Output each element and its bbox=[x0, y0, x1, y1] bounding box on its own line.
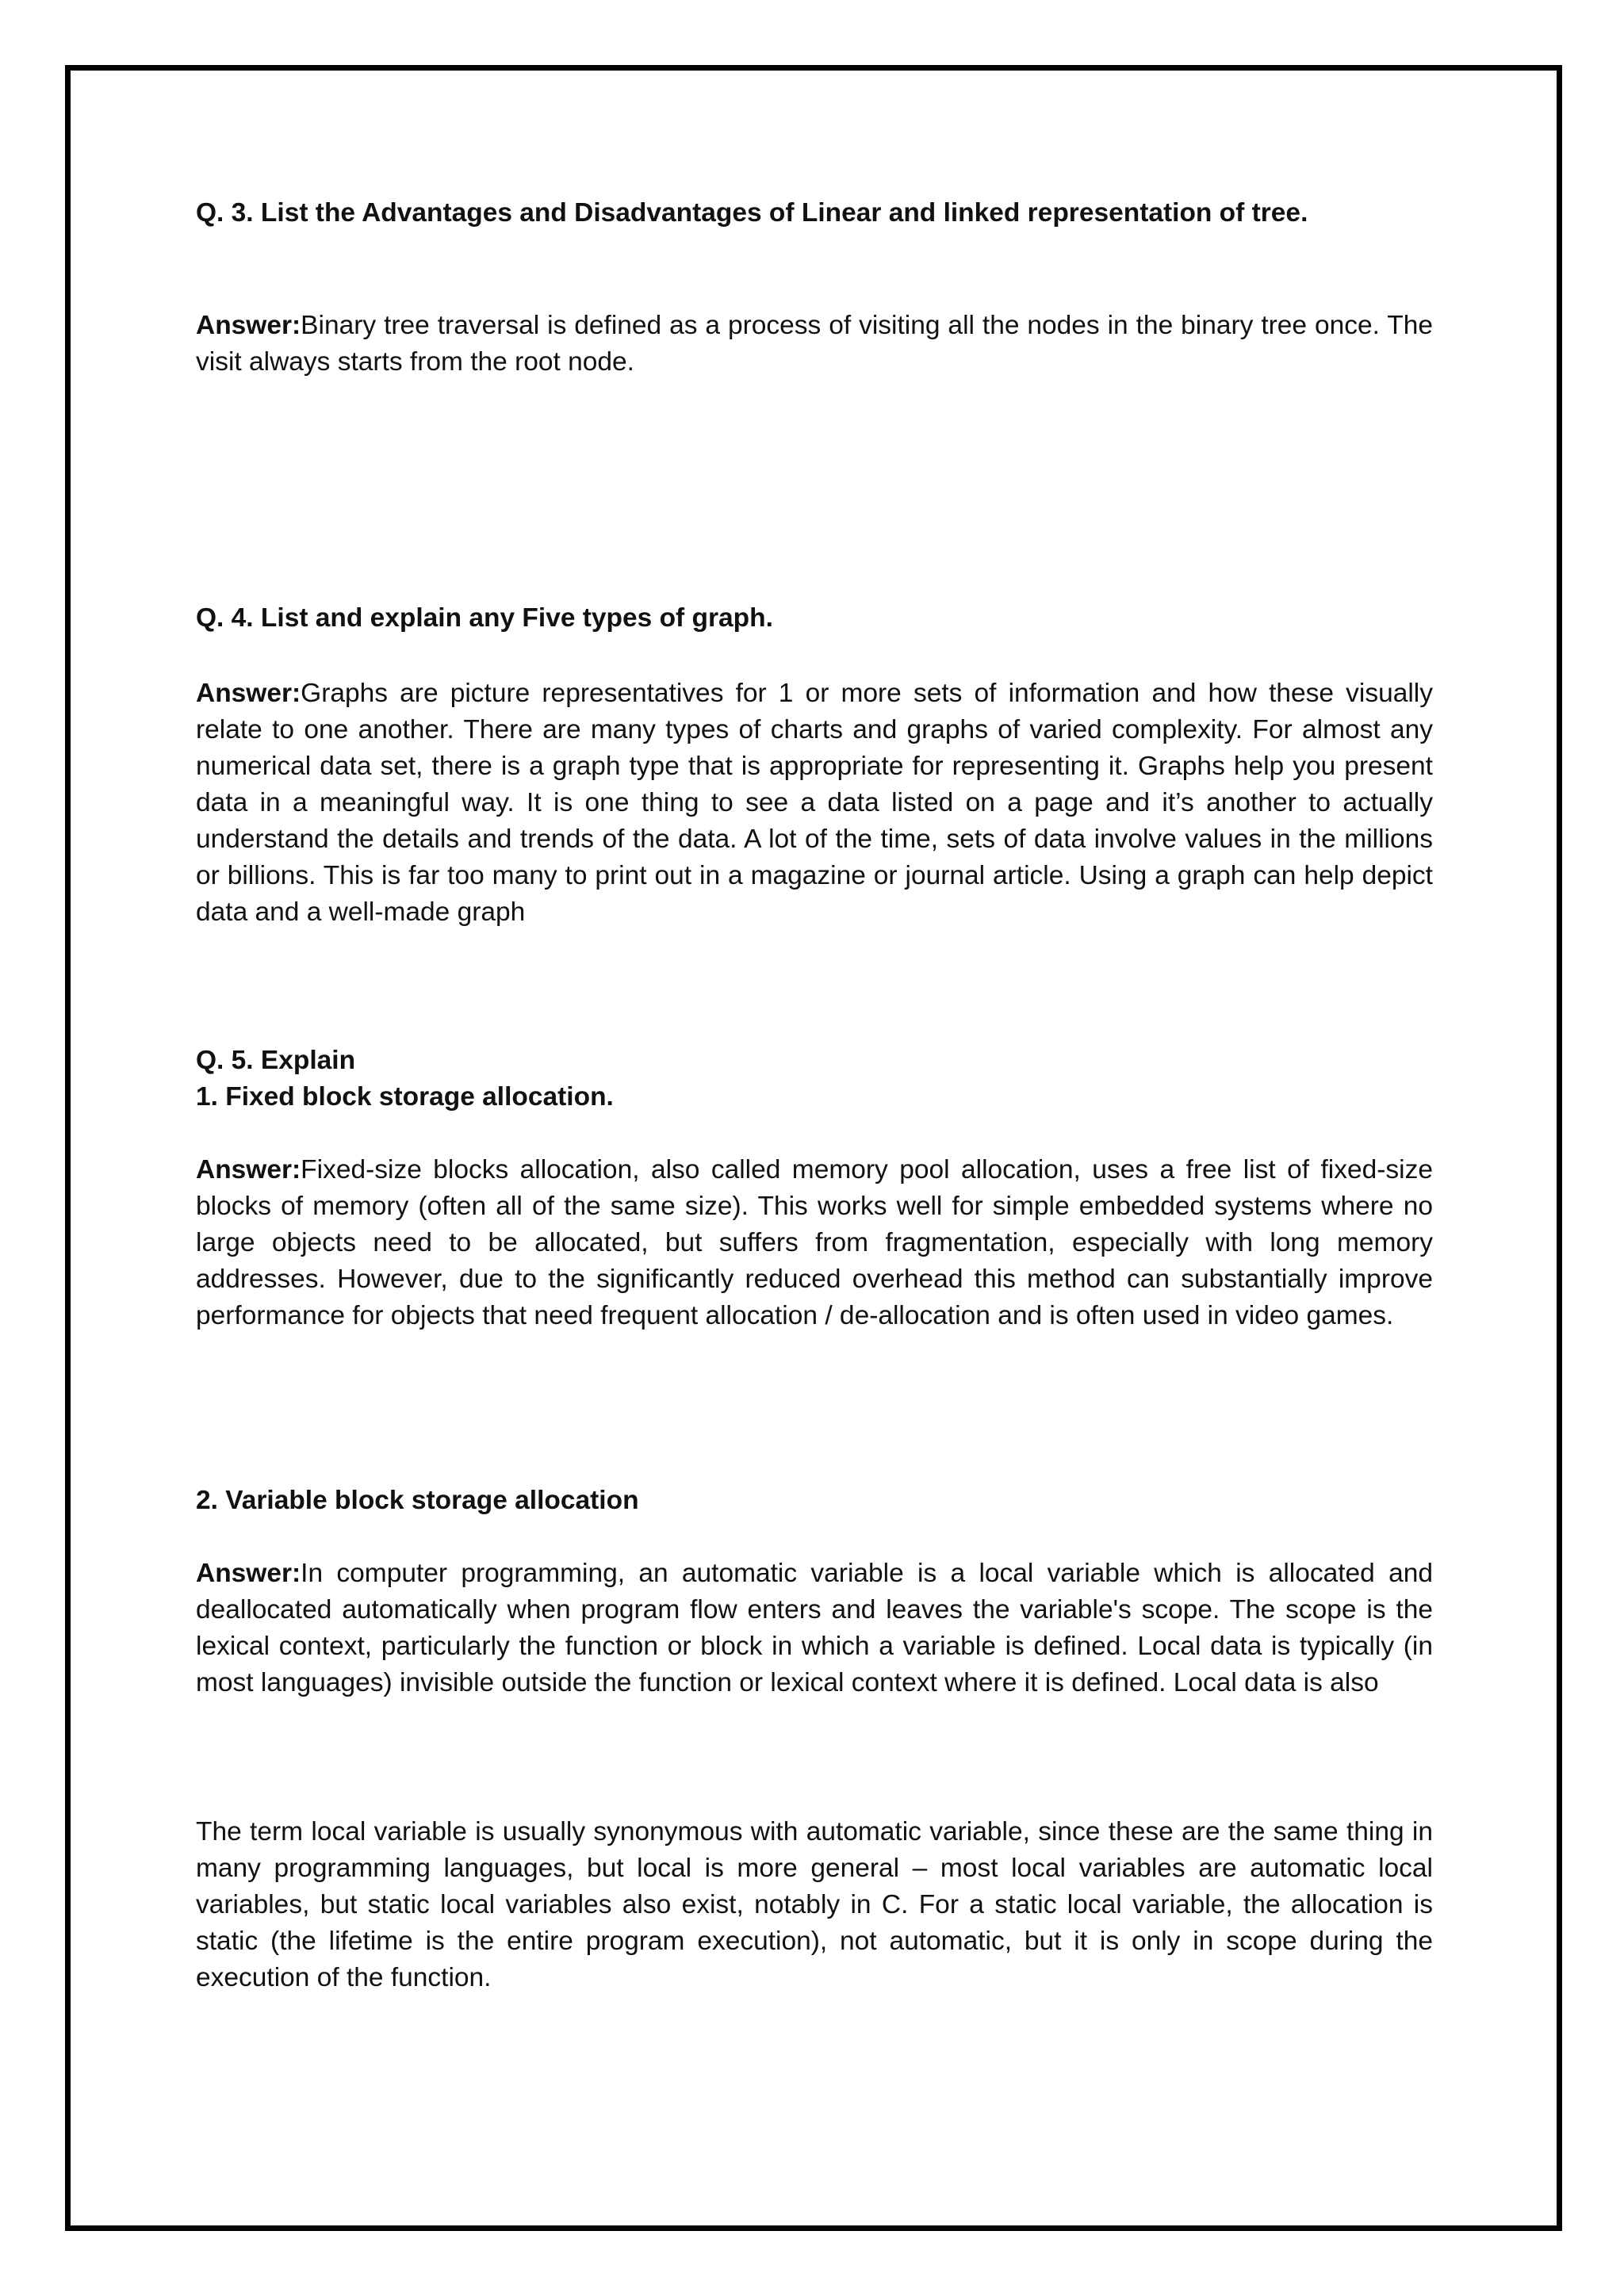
q5-part2-extra-paragraph: The term local variable is usually synonymous with automatic variable, since these are the same thing in many programming languages, but local is more general – most local variables are automatic local variables, but static local variables also exist, notably in C. For a static local variable, the allocation is static (the lifetime is the entire program execution), not automatic, but it is only in scope during the execution of the function. bbox=[196, 1817, 1433, 1992]
q3-answer-text: Binary tree traversal is defined as a process of visiting all the nodes in the binary tree once. The visit always starts from the root node. bbox=[196, 311, 1433, 377]
q5-part1-answer bbox=[196, 1152, 1433, 1334]
q5-part1-answer-text: Fixed-size blocks allocation, also called memory pool allocation, uses a free list of fixed-size blocks of memory (often all of the same size). This works well for simple embedded systems where no large objects need to be allocated, but suffers from fragmentation, especially with long memory addresses. However, due to the significantly reduced overhead this method can substantially improve performance for objects that need frequent allocation / de-allocation and is often used in video games. bbox=[196, 1155, 1433, 1330]
answer-label: Answer: bbox=[196, 311, 301, 340]
q3-question: Q. 3. List the Advantages and Disadvantages of Linear and linked representation of tree. bbox=[196, 198, 1308, 228]
q4-answer-text: Graphs are picture representatives for 1 or more sets of information and how these visually relate to one another. There are many types of charts and graphs of varied complexity. For almost any numerical data set, there is a graph type that is appropriate for representing it. Graphs help you present data in a meaningful way. It is one thing to see a data listed on a page and it’s another to actually understand the details and trends of the data. A lot of the time, sets of data involve values in the millions or billions. This is far too many to print out in a magazine or journal article. Using a graph can help depict data and a well-made graph bbox=[196, 679, 1433, 927]
q5-question: Q. 5. Explain bbox=[196, 1046, 356, 1075]
answer-label: Answer: bbox=[196, 679, 301, 708]
q5-part2-answer bbox=[196, 1556, 1433, 1701]
q4-answer bbox=[196, 675, 1433, 931]
answer-label: Answer: bbox=[196, 1155, 301, 1184]
q5-part2-heading: 2. Variable block storage allocation bbox=[196, 1486, 639, 1515]
q4-question: Q. 4. List and explain any Five types of graph. bbox=[196, 603, 773, 633]
q3-answer bbox=[196, 308, 1433, 381]
q5-part1-heading: 1. Fixed block storage allocation. bbox=[196, 1082, 614, 1112]
q5-part2-answer-text: In computer programming, an automatic variable is a local variable which is allocated and deallocated automatically when program flow enters and leaves the variable's scope. The scope is the lexical context, particularly the function or block in which a variable is defined. Local data is typically (in most languages) invisible outside the function or lexical context where it is defined. Local data is also bbox=[196, 1559, 1433, 1697]
answer-label: Answer: bbox=[196, 1559, 301, 1588]
